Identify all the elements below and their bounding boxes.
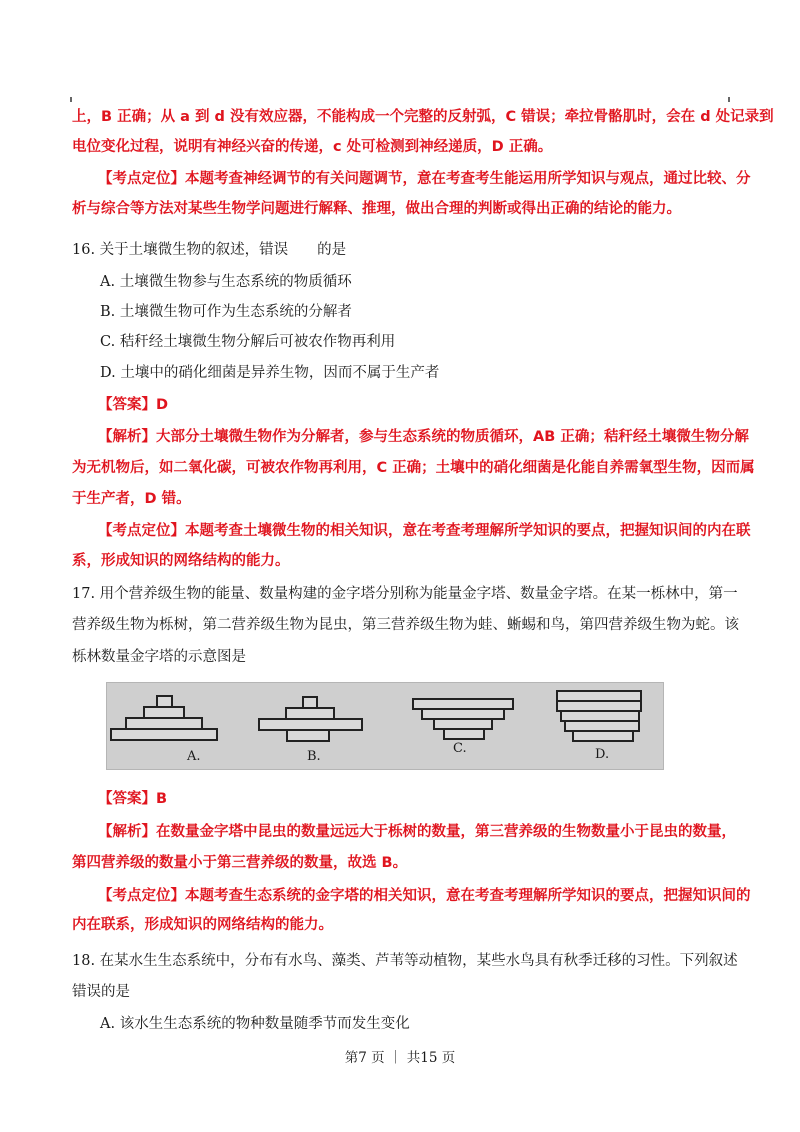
question-16-analysis: 于生产者，D 错。	[72, 491, 191, 507]
question-18-stem: 错误的是	[72, 984, 130, 1000]
question-17-analysis: 【解析】在数量金字塔中昆虫的数量远远大于栎树的数量，第三营养级的生物数量小于昆虫的数量，	[98, 824, 736, 840]
pyramid-a	[111, 696, 217, 740]
question-17-answer: 【答案】B	[98, 791, 168, 807]
question-17-kaodian: 【考点定位】本题考查生态系统的金字塔的相关知识，意在考查考理解所学知识的要点，把握知识间的	[98, 888, 751, 904]
question-16-stem: 16. 关于土壤微生物的叙述，错误 的是	[72, 242, 347, 258]
figure-label-d: D.	[595, 747, 610, 762]
question-17-analysis: 第四营养级的数量小于第三营养级的数量，故选 B。	[72, 855, 408, 871]
page-footer: 第7 页 ｜ 共15 页	[344, 1050, 456, 1066]
kaodian-line: 【考点定位】本题考查神经调节的有关问题调节，意在考查考生能运用所学知识与观点，通过比较、分	[98, 171, 751, 187]
question-17-kaodian: 内在联系，形成知识的网络结构的能力。	[72, 917, 333, 933]
question-16-analysis: 【解析】大部分土壤微生物作为分解者，参与生态系统的物质循环，AB 正确；秸秆经土壤微生物分解	[98, 429, 749, 445]
pyramid-figure	[106, 682, 664, 770]
question-18-stem: 18. 在某水生生态系统中，分布有水鸟、藻类、芦苇等动植物，某些水鸟具有秋季迁移的习性。下列叙述	[72, 953, 738, 969]
question-16-option-b: B. 土壤微生物可作为生态系统的分解者	[100, 304, 352, 320]
question-16-option-a: A. 土壤微生物参与生态系统的物质循环	[100, 274, 352, 290]
question-16-kaodian: 系，形成知识的网络结构的能力。	[72, 553, 290, 569]
question-17-stem: 营养级生物为栎树，第二营养级生物为昆虫，第三营养级生物为蛙、蜥蜴和鸟，第四营养级生物为蛇。该	[72, 617, 739, 633]
question-16-kaodian: 【考点定位】本题考查土壤微生物的相关知识，意在考查考理解所学知识的要点，把握知识间的内在联	[98, 523, 751, 539]
question-18-option-a: A. 该水生生态系统的物种数量随季节而发生变化	[100, 1016, 410, 1032]
figure-label-b: B.	[307, 749, 321, 764]
figure-label-c: C.	[453, 741, 467, 756]
question-17-stem: 栎林数量金字塔的示意图是	[72, 649, 246, 665]
analysis-continuation-line: 上，B 正确；从 a 到 d 没有效应器，不能构成一个完整的反射弧，C 错误；牵拉骨骼肌时，会在 d 处记录到	[72, 109, 774, 125]
question-16-option-c: C. 秸秆经土壤微生物分解后可被农作物再利用	[100, 334, 396, 350]
figure-label-a: A.	[187, 749, 201, 764]
question-16-option-d: D. 土壤中的硝化细菌是异养生物，因而不属于生产者	[100, 365, 440, 381]
pyramid-d	[557, 691, 641, 741]
pyramid-c	[413, 699, 513, 739]
question-16-answer: 【答案】D	[98, 397, 169, 413]
kaodian-line: 析与综合等方法对某些生物学问题进行解释、推理，做出合理的判断或得出正确的结论的能力。	[72, 201, 681, 217]
pyramid-b	[259, 697, 362, 741]
analysis-continuation-line: 电位变化过程，说明有神经兴奋的传递，c 处可检测到神经递质，D 正确。	[72, 139, 553, 155]
question-16-analysis: 为无机物后，如二氧化碳，可被农作物再利用，C 正确；土壤中的硝化细菌是化能自养需氧型生物，因而属	[72, 460, 755, 476]
question-17-stem: 17. 用个营养级生物的能量、数量构建的金字塔分别称为能量金字塔、数量金字塔。在某一栎林中，第一	[72, 586, 738, 602]
